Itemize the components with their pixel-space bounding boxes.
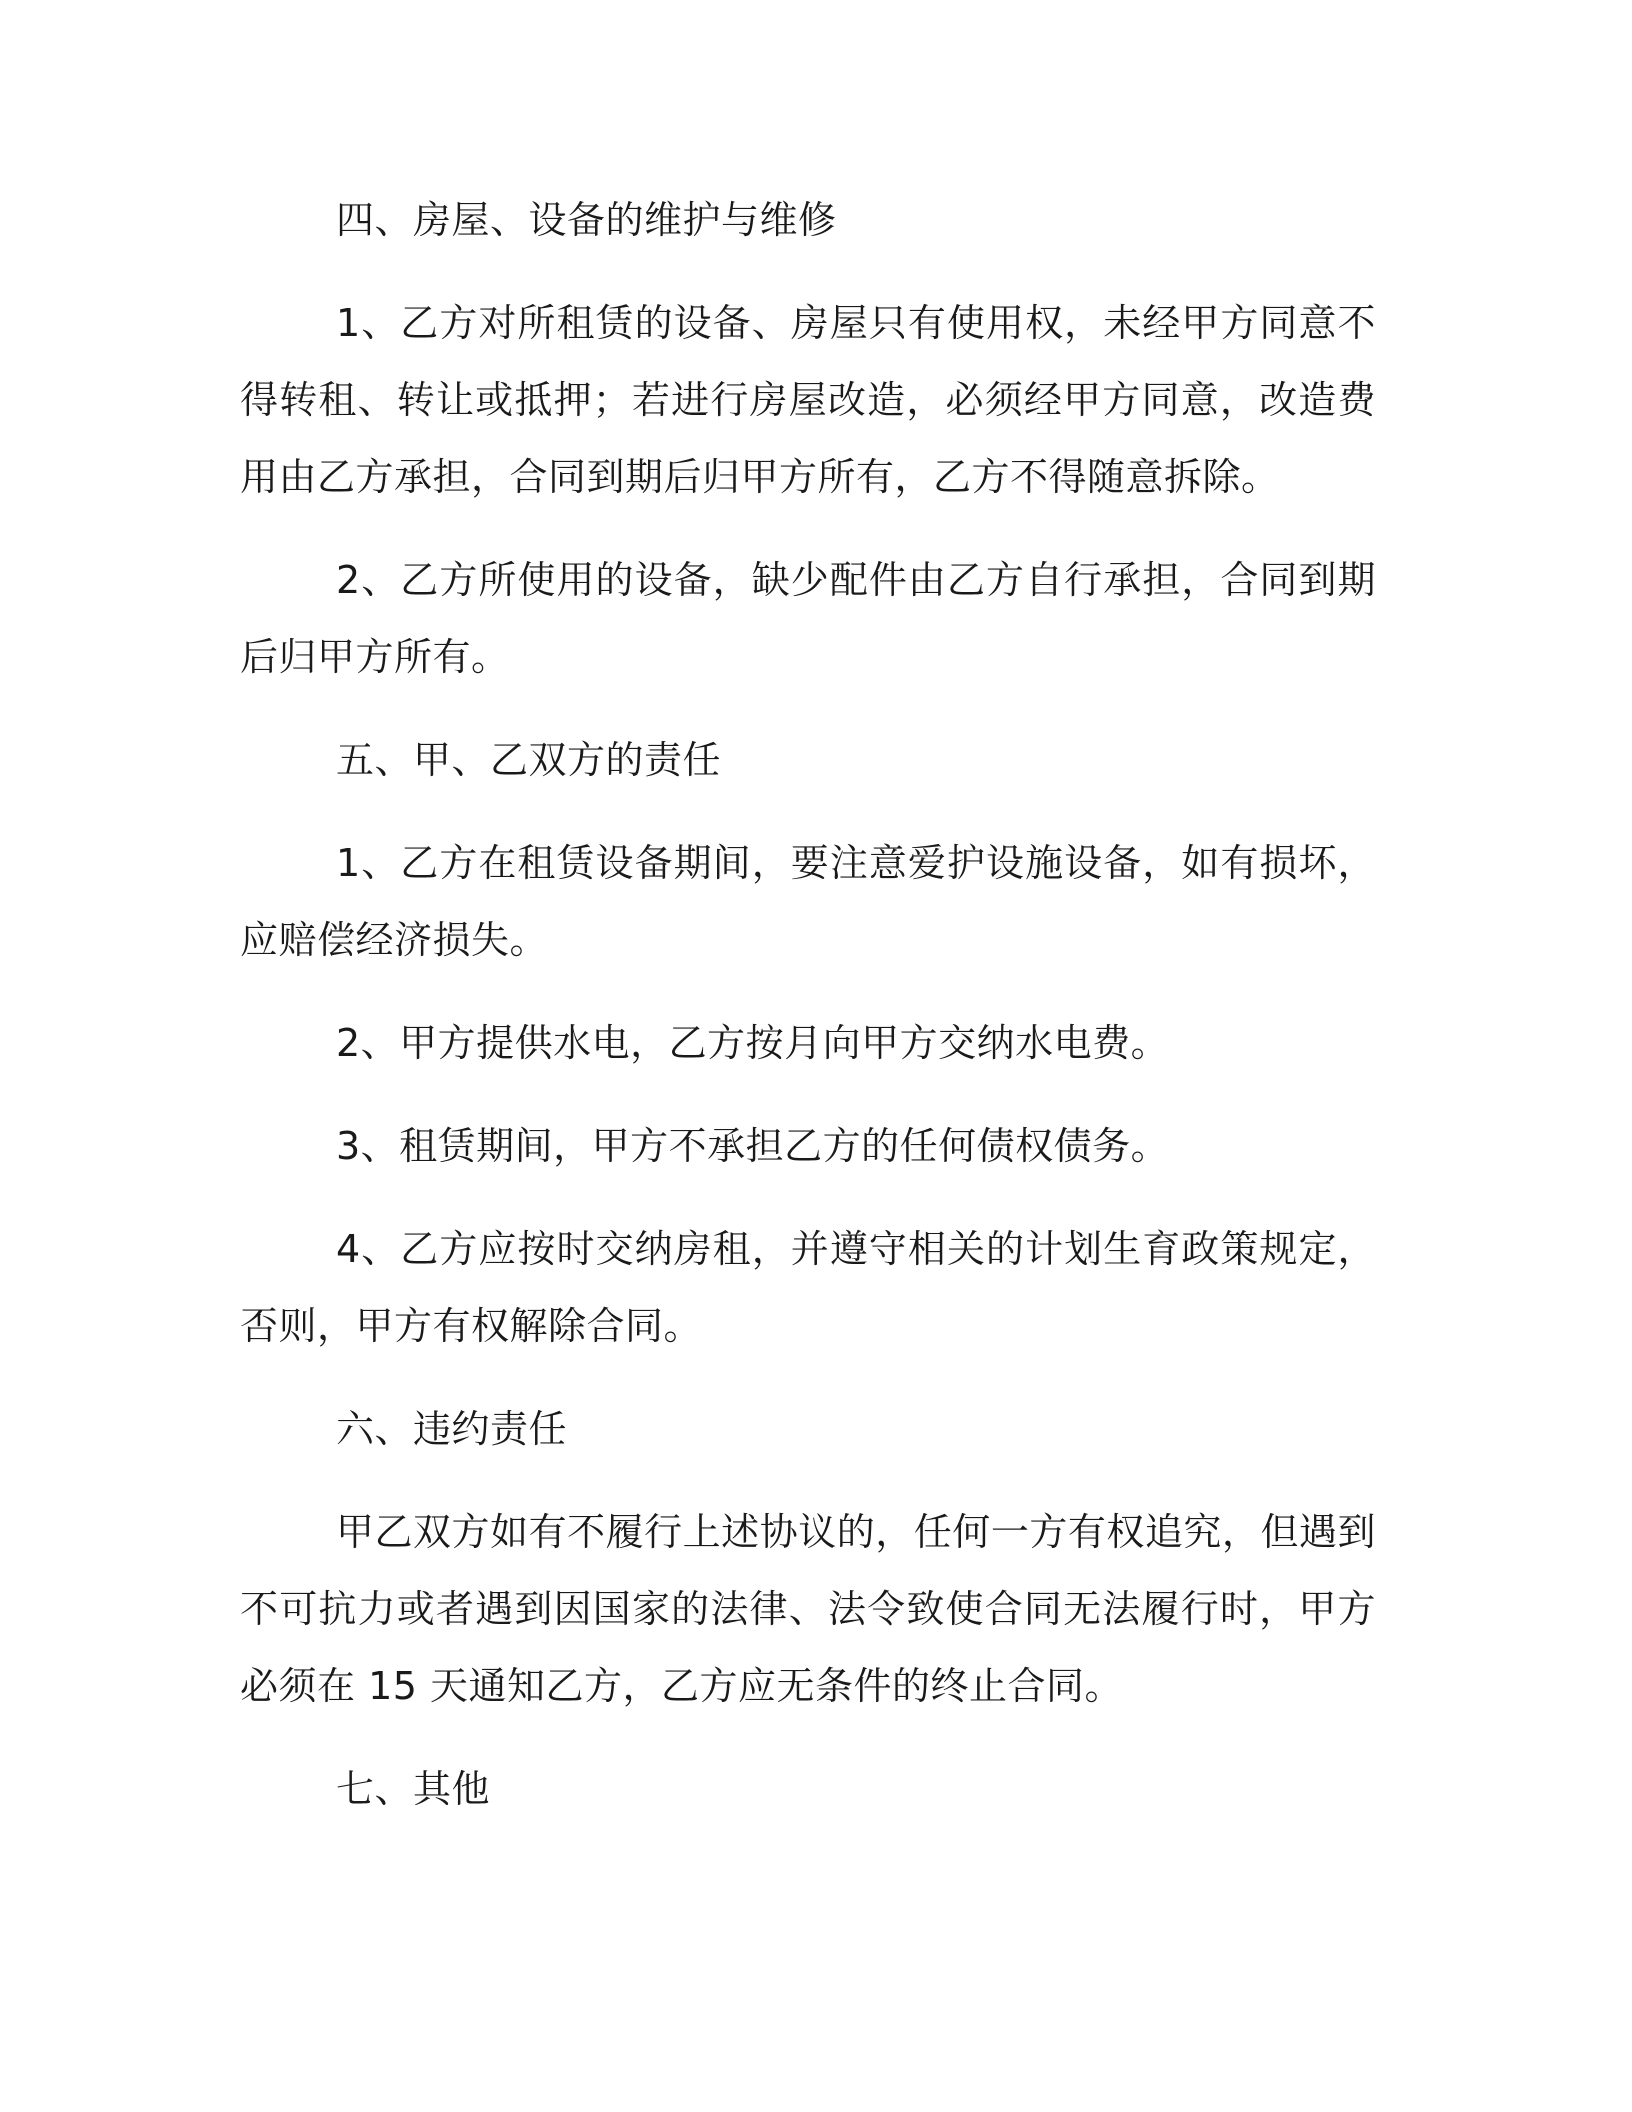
- paragraph-4-1: 1、乙方对所租赁的设备、房屋只有使用权，未经甲方同意不得转租、转让或抵押；若进行房屋改造，必须经甲方同意，改造费用由乙方承担，合同到期后归甲方所有，乙方不得随意拆除。: [240, 301, 1376, 499]
- section-heading-7: 七、其他: [336, 1767, 491, 1811]
- paragraph-5-1: 1、乙方在租赁设备期间，要注意爱护设施设备，如有损坏，应赔偿经济损失。: [240, 841, 1376, 962]
- paragraph-4-2: 2、乙方所使用的设备，缺少配件由乙方自行承担，合同到期后归甲方所有。: [240, 558, 1376, 679]
- section-heading-5: 五、甲、乙双方的责任: [336, 738, 722, 782]
- paragraph-5-4: 4、乙方应按时交纳房租，并遵守相关的计划生育政策规定，否则，甲方有权解除合同。: [240, 1227, 1376, 1348]
- document-body: [240, 182, 1376, 1854]
- section-heading-4: 四、房屋、设备的维护与维修: [336, 198, 837, 242]
- paragraph-5-2: 2、甲方提供水电，乙方按月向甲方交纳水电费。: [336, 1021, 1170, 1065]
- section-heading-6: 六、违约责任: [336, 1407, 568, 1451]
- paragraph-5-3: 3、租赁期间，甲方不承担乙方的任何债权债务。: [336, 1124, 1170, 1168]
- paragraph-6-1: 甲乙双方如有不履行上述协议的，任何一方有权追究，但遇到不可抗力或者遇到因国家的法律、法令致使合同无法履行时，甲方必须在 15 天通知乙方，乙方应无条件的终止合同。: [240, 1510, 1376, 1708]
